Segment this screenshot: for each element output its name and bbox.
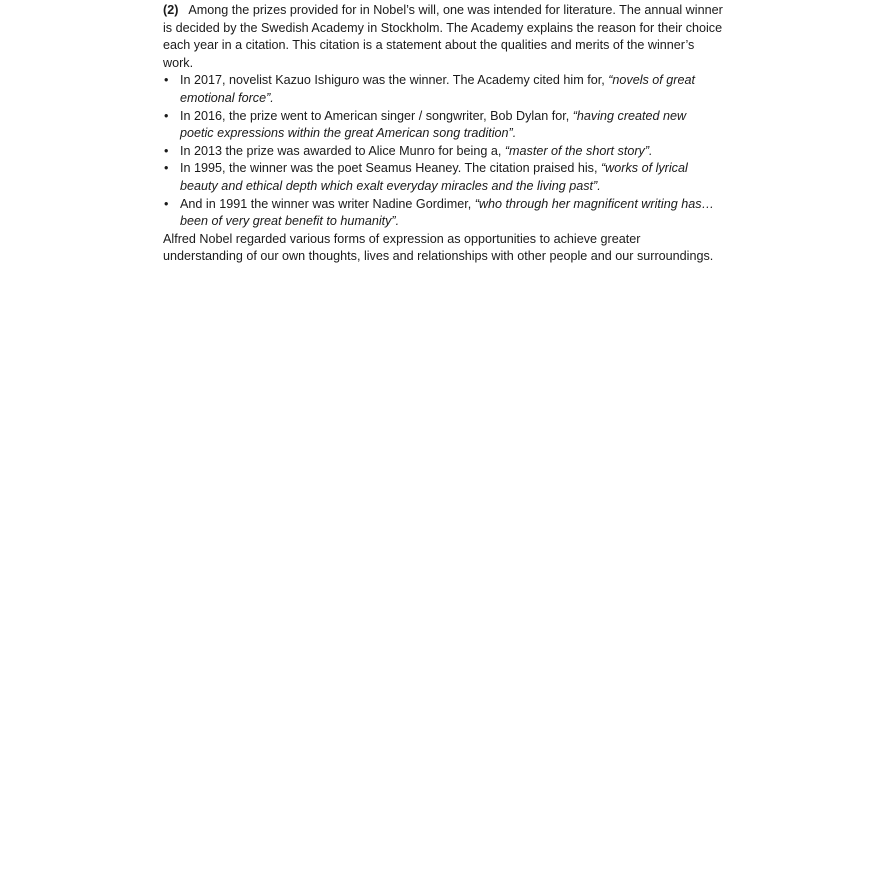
item-text: In 2016, the prize went to American singer / songwriter, Bob Dylan for, [180,108,573,123]
list-item [163,143,723,161]
item-quote: “who through her magnificent writing has… been of very great benefit to humanity”. [180,196,715,229]
bullet-icon: • [164,196,169,211]
item-quote: “novels of great emotional force”. [180,73,696,105]
item-text: In 1995, the winner was the poet Seamus Heaney. The citation praised his, [180,161,601,176]
bullet-icon: • [164,73,169,88]
item-text: And in 1991 the winner was writer Nadine Gordimer, [180,196,475,211]
item-text: In 2013 the prize was awarded to Alice Munro for being a, [180,143,505,158]
item-quote: “having created new poetic expressions within the great American song tradition”. [180,108,687,141]
document-page [163,2,723,266]
list-item [163,160,723,195]
intro-paragraph [163,2,723,72]
intro-text: Among the prizes provided for in Nobel’s will, one was intended for literature. The annual winner is decided by the Swedish Academy in Stockholm. The Academy explains the reason for their choice each year in a citation. This citation is a statement about the qualities and merits of the winner’s work. [163,3,723,70]
citation-list [163,72,723,230]
bullet-icon: • [164,143,169,158]
bullet-icon: • [164,108,169,123]
section-number: (2) [163,3,179,17]
closing-paragraph: Alfred Nobel regarded various forms of expression as opportunities to achieve greater understanding of our own thoughts, lives and relationships with other people and our surroundings. [163,231,714,264]
list-item [163,72,723,107]
item-quote: “master of the short story”. [504,143,653,158]
list-item [163,108,723,143]
item-text: In 2017, novelist Kazuo Ishiguro was the winner. The Academy cited him for, [180,73,609,88]
item-quote: “works of lyrical beauty and ethical depth which exalt everyday miracles and the living past”. [180,161,688,193]
bullet-icon: • [164,161,169,176]
list-item [163,196,723,231]
